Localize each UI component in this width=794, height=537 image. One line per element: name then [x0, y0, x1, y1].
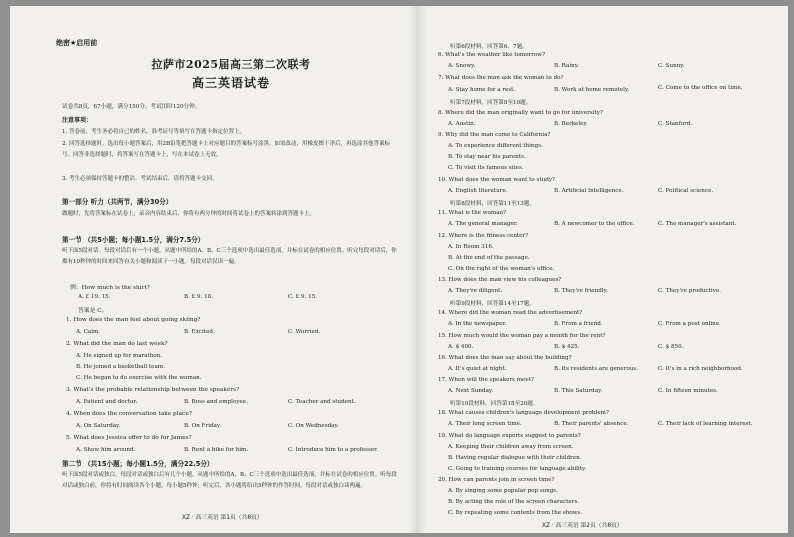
- material-heading: 听第8段材料，回答第11至13题。: [450, 201, 535, 207]
- question: 17. When will the speakers meet?: [438, 377, 534, 383]
- option: B. Boss and employee.: [184, 399, 248, 405]
- section2-heading: 第二节 （共15小题；每小题1.5分，满分22.5分）: [62, 460, 214, 468]
- option: B. From a friend.: [554, 321, 603, 327]
- example-question: 例：How much is the shirt?: [70, 285, 150, 291]
- option: B. This Saturday.: [554, 388, 603, 394]
- option: B. To stay near his parents.: [448, 154, 526, 160]
- option: C. Stanford.: [658, 121, 693, 127]
- option: C. To visit its famous sites.: [448, 165, 524, 171]
- option: B. Its residents are generous.: [554, 366, 639, 372]
- page-footer: XZ · 高三英语 第2页（共8页）: [542, 523, 623, 529]
- material-heading: 听第10段材料，回答第18至20题。: [450, 401, 539, 407]
- option: B. Berkeley.: [554, 121, 588, 127]
- option: C. Come to the office on time.: [658, 85, 743, 91]
- example-answer: 答案是 C。: [78, 308, 108, 314]
- question: 8. Where did the man originally want to go for university?: [438, 110, 603, 116]
- question: 18. What causes children's language development problem?: [438, 410, 609, 416]
- option: B. They're friendly.: [554, 288, 608, 294]
- question: 9. Why did the man come to California?: [438, 132, 551, 138]
- option: B. A newcomer to the office.: [554, 221, 635, 227]
- question: 13. How does the man view his colleagues?: [438, 277, 562, 283]
- option: A. Austin.: [448, 121, 476, 127]
- question: 15. How much would the woman pay a month for the rent?: [438, 333, 606, 339]
- option: C. Sunny.: [658, 63, 685, 69]
- option: A. Snowy.: [448, 63, 476, 69]
- option: A. Show him around.: [76, 447, 136, 453]
- option: C. $ 850.: [658, 344, 684, 350]
- part1-note: 做题时，先将答案标在试卷上，录音内容结束后，你将有两分钟的时间将试卷上的答案转涂到答题卡上。: [62, 211, 316, 217]
- confidential-label: 绝密★启用前: [56, 39, 98, 47]
- notice-item: 1. 答卷前，考生务必将自己的姓名、准考证号等填写在答题卡指定位置上。: [62, 129, 245, 135]
- option: B. Artificial Intelligence.: [554, 188, 624, 194]
- option: C. £ 9. 15.: [288, 294, 317, 300]
- option: A. English literature.: [448, 188, 508, 194]
- section1-heading: 第一节 （共5小题；每小题1.5分，满分7.5分）: [62, 236, 205, 244]
- question: 2. What did the man do last week?: [66, 341, 168, 347]
- option: B. Rent a bike for him.: [184, 447, 249, 453]
- notice-item: 2. 回答选择题时，选出每小题答案后，用2B铅笔把答题卡上对应题目的答案标号涂黑。如需改动，用橡皮擦干净后，再选涂其他答案标号。回答非选择题时，将答案写在答题卡上，写在本试卷上无效。: [62, 141, 391, 158]
- option: A. Next Sunday.: [448, 388, 494, 394]
- option: A. The general manager.: [448, 221, 518, 227]
- option: A. $ 400.: [448, 344, 474, 350]
- material-heading: 听第7段材料，回答第8至10题。: [450, 100, 532, 106]
- page-footer: XZ · 高三英语 第1页（共8页）: [182, 515, 263, 521]
- section2-note: 听下面5段对话或独白。每段对话或独白后有几个小题，从题中所给的A、B、C三个选项中选出最佳选项，并标在试卷的相应位置。听每段对话或独白前，你将有时间阅读各个小题，每小题5秒钟；听完后，各小题将给出5秒钟的作答时间。每段对话或独白读两遍。: [62, 472, 397, 489]
- option: B. $ 425.: [554, 344, 580, 350]
- option: C. Going to training courses for language ability.: [448, 466, 587, 472]
- notice-heading: 注意事项：: [62, 117, 93, 124]
- option: C. On the right of the woman's office.: [448, 266, 555, 272]
- option: C. On Wednesday.: [288, 423, 339, 429]
- option: C. Worried.: [288, 329, 321, 335]
- option: A. Calm.: [76, 329, 101, 335]
- exam-intro: 试卷共8页，67小题，满分150分。考试用时120分钟。: [62, 104, 201, 110]
- section1-note: 听下面5段对话。每段对话后有一个小题，从题中所给的A、B、C三个选项中选出最佳选项，并标在试卷的相应位置。听完每段对话后，你都有10秒钟的时间来回答有关小题和阅读下一小题。每段对话仅读一遍。: [62, 248, 397, 265]
- option: A. In Room 316.: [448, 244, 494, 250]
- question: 5. What does Jessica offer to do for James?: [66, 435, 192, 441]
- option: A. He signed up for marathon.: [76, 353, 163, 359]
- option: B. On Friday.: [184, 423, 222, 429]
- option: C. He began to do exercise with the woman.: [76, 375, 202, 381]
- page-fold: [408, 6, 426, 533]
- option: B. Excited.: [184, 329, 215, 335]
- question: 1. How does the man feel about going skiing?: [66, 317, 201, 323]
- option: A. By singing some popular pop songs.: [448, 488, 558, 494]
- option: C. From a post online.: [658, 321, 721, 327]
- option: B. At the end of the passage.: [448, 255, 530, 261]
- option: A. On Saturday.: [76, 423, 121, 429]
- question: 3. What's the probable relationship between the speakers?: [66, 387, 240, 393]
- option: A. Stay home for a rest.: [448, 87, 516, 93]
- option: C. By repeating some contents from the shows.: [448, 510, 583, 516]
- option: B. Work at home remotely.: [554, 87, 630, 93]
- question: 16. What does the man say about the building?: [438, 355, 572, 361]
- option: B. Their parents' absence.: [554, 421, 629, 427]
- option: C. It's in a rich neighborhood.: [658, 366, 743, 372]
- exam-subtitle: 高三英语试卷: [191, 76, 270, 90]
- question: 19. What do language experts suggest to parents?: [438, 433, 581, 439]
- question: 4. When does the conversation take place?: [66, 411, 192, 417]
- option: A. In the newspaper.: [448, 321, 507, 327]
- option: C. In fifteen minutes.: [658, 388, 718, 394]
- question: 10. What does the woman want to study?: [438, 177, 556, 183]
- option: A. Patient and doctor.: [76, 399, 138, 405]
- option: A. It's quiet at night.: [448, 366, 507, 372]
- part1-heading: 第一部分 听力（共两节，满分30分）: [62, 198, 173, 206]
- notice-item: 3. 考生必须保持答题卡的整洁。考试结束后，请将答题卡交回。: [62, 176, 218, 182]
- question: 11. What is the woman?: [438, 210, 507, 216]
- question: 20. How can parents join in screen time?: [438, 477, 555, 483]
- option: B. He joined a basketball team.: [76, 364, 165, 370]
- option: B. Rainy.: [554, 63, 579, 69]
- option: A. Keeping their children away from screen.: [448, 444, 574, 450]
- option: B. Having regular dialogue with their children.: [448, 455, 582, 461]
- option: C. The manager's assistant.: [658, 221, 737, 227]
- option: A. £ 19. 15.: [78, 294, 111, 300]
- material-heading: 听第9段材料，回答第14至17题。: [450, 301, 535, 307]
- option: C. They're productive.: [658, 288, 721, 294]
- option: A. They're diligent.: [448, 288, 503, 294]
- exam-sheet: [10, 6, 788, 533]
- question: 14. Where did the woman read the advertisement?: [438, 310, 583, 316]
- question: 7. What does the man ask the woman to do?: [438, 75, 564, 81]
- option: A. Their long screen time.: [448, 421, 522, 427]
- option: B. By acting the role of the screen characters.: [448, 499, 579, 505]
- option: C. Introduce him to a professer.: [288, 447, 379, 453]
- option: B. £ 9. 18.: [184, 294, 214, 300]
- option: C. Their lack of learning interest.: [658, 421, 753, 427]
- question: 12. Where is the fitness center?: [438, 233, 529, 239]
- option: C. Political science.: [658, 188, 714, 194]
- exam-title: 拉萨市2025届高三第二次联考: [151, 58, 311, 71]
- material-heading: 听第6段材料，回答第6、7题。: [450, 44, 528, 50]
- option: C. Teacher and student.: [288, 399, 356, 405]
- option: A. To experience different things.: [448, 143, 543, 149]
- question: 6. What's the weather like tomorrow?: [438, 52, 546, 58]
